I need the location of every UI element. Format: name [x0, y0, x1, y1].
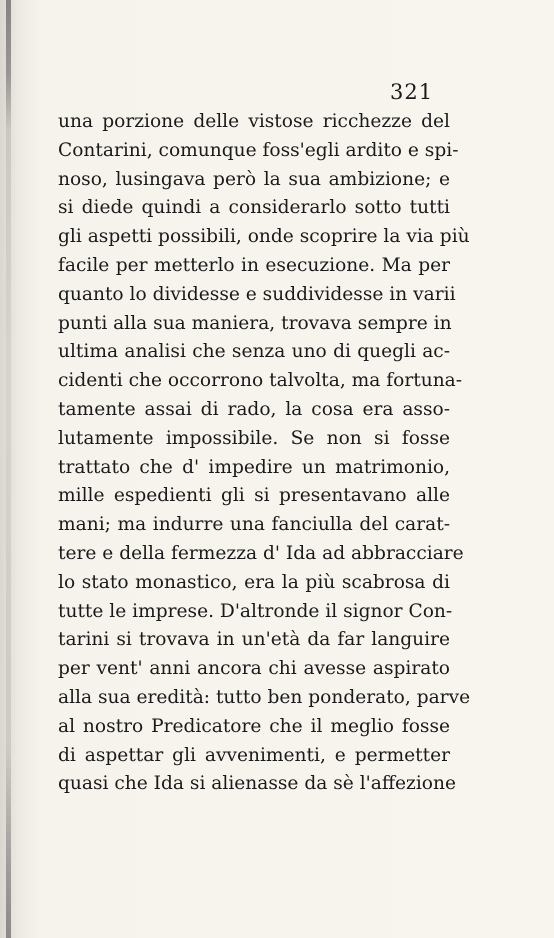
- body-text: [58, 108, 471, 799]
- text-line: una porzione delle vistose ricchezze del: [58, 111, 450, 132]
- text-line: gli aspetti possibili, onde scoprire la via più: [58, 226, 470, 248]
- text-line: quanto lo dividesse e suddividesse in varii: [58, 283, 456, 305]
- text-line: lutamente impossibile. Se non si fosse: [58, 427, 450, 449]
- text-line: di aspettar gli avvenimenti, e permetter: [58, 744, 450, 766]
- page-number: 321: [390, 80, 434, 104]
- text-line: ultima analisi che senza uno di quegli ac-: [58, 341, 450, 363]
- page-spine-shadow: [6, 0, 11, 938]
- text-line: al nostro Predicatore che il meglio fosse: [58, 715, 450, 737]
- text-line: per vent' anni ancora chi avesse aspirato: [58, 658, 450, 680]
- text-line: mille espedienti gli si presentavano alle: [58, 485, 450, 507]
- text-line: Contarini, comunque foss'egli ardito e spi-: [58, 139, 459, 161]
- text-line: noso, lusingava però la sua ambizione; e: [58, 168, 450, 190]
- text-line: lo stato monastico, era la più scabrosa di: [58, 571, 450, 593]
- text-line: cidenti che occorrono talvolta, ma fortuna-: [58, 370, 463, 392]
- text-line: punti alla sua maniera, trovava sempre in: [58, 312, 452, 334]
- text-line: mani; ma indurre una fanciulla del carat-: [58, 514, 450, 536]
- text-line: alla sua eredità: tutto ben ponderato, parve: [58, 686, 471, 708]
- text-line: quasi che Ida si alienasse da sè l'affezione: [58, 773, 456, 795]
- text-line: trattato che d' impedire un matrimonio,: [58, 456, 450, 478]
- text-line: facile per metterlo in esecuzione. Ma per: [58, 254, 450, 276]
- text-line: tamente assai di rado, la cosa era asso-: [58, 398, 450, 420]
- text-line: tutte le imprese. D'altronde il signor Con-: [58, 600, 453, 622]
- text-line: tere e della fermezza d' Ida ad abbracciare: [58, 542, 464, 564]
- text-line: tarini si trovava in un'età da far languire: [58, 629, 450, 651]
- text-line: si diede quindi a considerarlo sotto tutti: [58, 197, 450, 219]
